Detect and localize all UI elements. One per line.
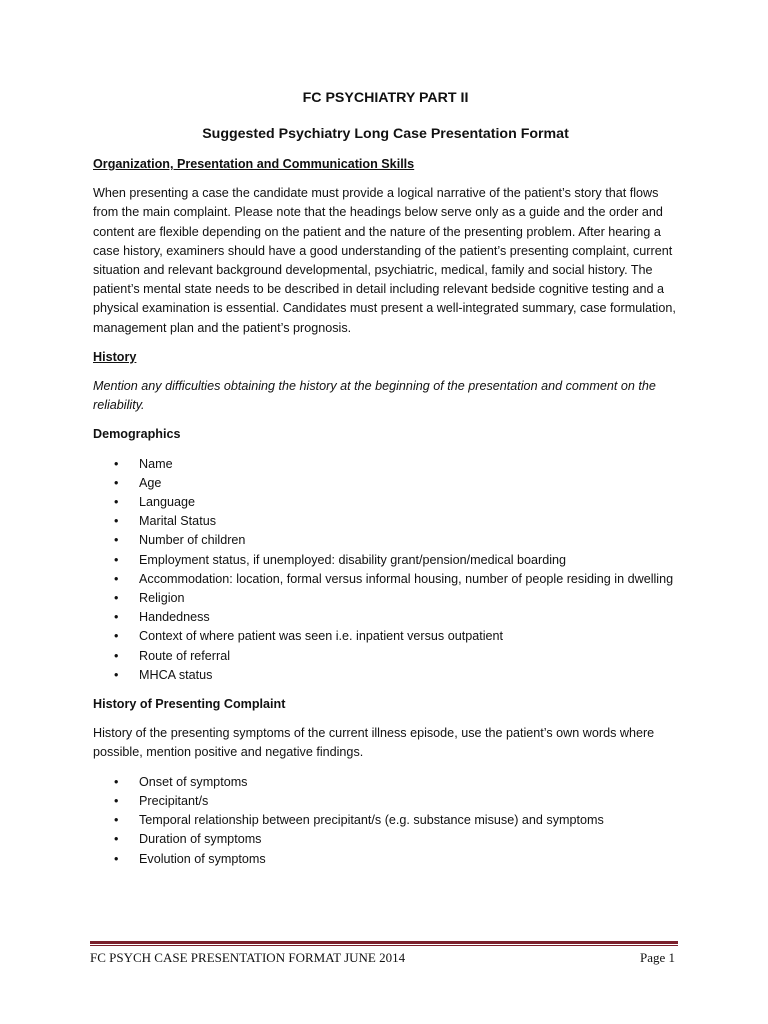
list-item [93, 512, 678, 531]
list-item [93, 627, 678, 646]
list-item [93, 850, 678, 869]
list-item [93, 647, 678, 666]
history-section-heading: History [93, 349, 137, 364]
list-item [93, 589, 678, 608]
bullet-icon: • [114, 667, 119, 682]
bullet-icon: • [114, 629, 119, 644]
footer-document-label: FC PSYCH CASE PRESENTATION FORMAT JUNE 2014 [90, 950, 406, 965]
demographics-heading: Demographics [93, 427, 181, 442]
document-body [93, 88, 678, 879]
list-item-text: Context of where patient was seen i.e. inpatient versus outpatient [139, 629, 504, 644]
bullet-icon: • [114, 793, 119, 808]
list-item-text: Age [139, 475, 162, 490]
presenting-complaint-heading: History of Presenting Complaint [93, 697, 286, 712]
list-item-text: MHCA status [139, 667, 213, 682]
list-item-text: Number of children [139, 533, 246, 548]
org-section-paragraph: When presenting a case the candidate must provide a logical narrative of the patient’s story that flows from the main complaint. Please note that the headings below serve only as a guide and the order and content are flexible depending on the patient and the nature of the presenting problem. After hearing a case history, examiners should have a good understanding of the patient’s presenting complaint, current situation and relevant background developmental, psychiatric, medical, family and social history. The patient’s mental state needs to be described in detail including relevant bedside cognitive testing and a physical examination is essential. Candidates must present a well-integrated summary, case formulation, management plan and the patient’s prognosis. [93, 186, 676, 335]
org-section-heading: Organization, Presentation and Communication Skills [93, 157, 415, 171]
bullet-icon: • [114, 495, 119, 510]
list-item-text: Precipitant/s [139, 793, 209, 808]
list-item [93, 666, 678, 685]
presenting-complaint-list [93, 773, 678, 869]
bullet-icon: • [114, 832, 119, 847]
list-item [93, 551, 678, 570]
list-item-text: Onset of symptoms [139, 774, 248, 789]
bullet-icon: • [114, 571, 119, 586]
list-item-text: Route of referral [139, 648, 230, 663]
list-item-text: Temporal relationship between precipitant/s (e.g. substance misuse) and symptoms [139, 813, 604, 828]
bullet-icon: • [114, 813, 119, 828]
list-item-text: Employment status, if unemployed: disability grant/pension/medical boarding [139, 552, 567, 567]
list-item [93, 493, 678, 512]
presenting-complaint-paragraph: History of the presenting symptoms of the current illness episode, use the patient’s own words where possible, mention positive and negative findings. [93, 726, 655, 760]
list-item-text: Marital Status [139, 514, 216, 529]
page-number: Page 1 [639, 950, 675, 965]
bullet-icon: • [114, 475, 119, 490]
bullet-icon: • [114, 774, 119, 789]
bullet-icon: • [114, 456, 119, 471]
document-subtitle: Suggested Psychiatry Long Case Presentation Format [202, 126, 569, 142]
footer-divider-thin [90, 945, 678, 946]
demographics-list [93, 455, 678, 685]
list-item-text: Name [139, 456, 173, 471]
bullet-icon: • [114, 533, 119, 548]
list-item-text: Religion [139, 591, 185, 606]
list-item-text: Language [139, 495, 196, 510]
list-item [93, 792, 678, 811]
bullet-icon: • [114, 514, 119, 529]
list-item [93, 830, 678, 849]
list-item [93, 455, 678, 474]
bullet-icon: • [114, 648, 119, 663]
list-item [93, 608, 678, 627]
list-item-text: Accommodation: location, formal versus informal housing, number of people residing in dwelling [139, 571, 674, 586]
document-title: FC PSYCHIATRY PART II [302, 90, 469, 106]
list-item-text: Evolution of symptoms [139, 851, 266, 866]
list-item [93, 570, 678, 589]
history-note: Mention any difficulties obtaining the history at the beginning of the presentation and comment on the reliability. [93, 379, 656, 413]
list-item [93, 773, 678, 792]
bullet-icon: • [114, 610, 119, 625]
list-item-text: Handedness [139, 610, 210, 625]
bullet-icon: • [114, 851, 119, 866]
list-item [93, 811, 678, 830]
list-item [93, 474, 678, 493]
list-item [93, 531, 678, 550]
bullet-icon: • [114, 591, 119, 606]
bullet-icon: • [114, 552, 119, 567]
list-item-text: Duration of symptoms [139, 832, 262, 847]
footer-divider [90, 941, 678, 944]
